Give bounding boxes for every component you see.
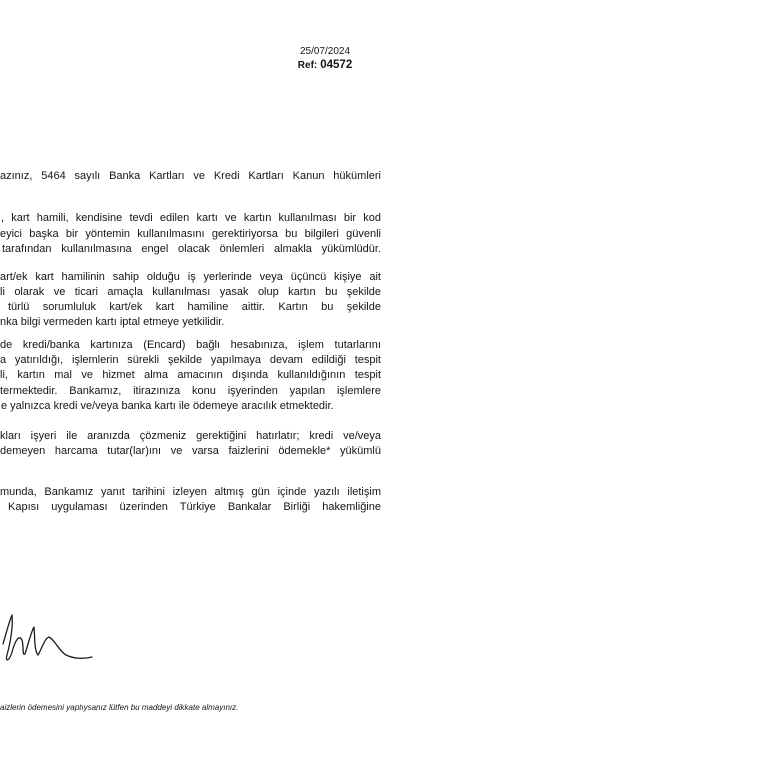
reference-line [270,58,380,73]
paragraph-line: tarafından kullanılmasına engel olacak önlemleri almakla yükümlüdür. [2,243,381,255]
paragraph-line: a yatırıldığı, işlemlerin sürekli şekilde yapılmaya devam edildiği tespit [0,354,381,366]
ref-number: 04572 [320,59,353,71]
paragraph-line: demeyen harcama tutar(lar)ını ve varsa faizlerini ödemekle* yükümlü [0,445,381,457]
paragraph-line: munda, Bankamız yanıt tarihini izleyen altmış gün içinde yazılı iletişim [0,486,381,498]
paragraph-line: azınız, 5464 sayılı Banka Kartları ve Kredi Kartları Kanun hükümleri [0,170,381,182]
paragraph-line: nka bilgi vermeden kartı iptal etmeye yetkilidir. [0,316,225,328]
paragraph-line: Kapısı uygulaması üzerinden Türkiye Bankalar Birliği hakemliğine [8,501,381,513]
paragraph-line: e yalnızca kredi ve/veya banka kartı ile ödemeye aracılık etmektedir. [1,400,334,412]
paragraph-line: art/ek kart hamilinin sahip olduğu iş yerlerinde veya üçüncü kişiye ait [0,271,381,283]
paragraph-line: li olarak ve ticari amaçla kullanılması yasak olup kartın bu şekilde [0,286,381,298]
paragraph-line: , kart hamili, kendisine tevdi edilen kartı ve kartın kullanılması bir kod [1,212,381,224]
paragraph-line: türlü sorumluluk kart/ek kart hamiline aittir. Kartın bu şekilde [8,301,381,313]
signature [0,610,100,670]
letter-date: 25/07/2024 [299,46,351,57]
footnote: aizlerin ödemesini yaptıysanız lütfen bu maddeyi dikkate almayınız. [0,703,239,712]
ref-label: Ref: [297,60,318,71]
paragraph-line: termektedir. Bankamız, itirazınıza konu işyerinden yapılan işlemlere [0,385,381,397]
paragraph-line: kları işyeri ile aranızda çözmeniz gerektiğini hatırlatır; kredi ve/veya [0,430,381,442]
paragraph-line: eyici başka bir yöntemin kullanılmasını gerektiriyorsa bu bilgileri güvenli [0,228,381,240]
paragraph-line: li, kartın mal ve hizmet alma amacının dışında kullanıldığının tespit [0,369,381,381]
paragraph-line: de kredi/banka kartınıza (Encard) bağlı hesabınıza, işlem tutarlarını [0,339,381,351]
